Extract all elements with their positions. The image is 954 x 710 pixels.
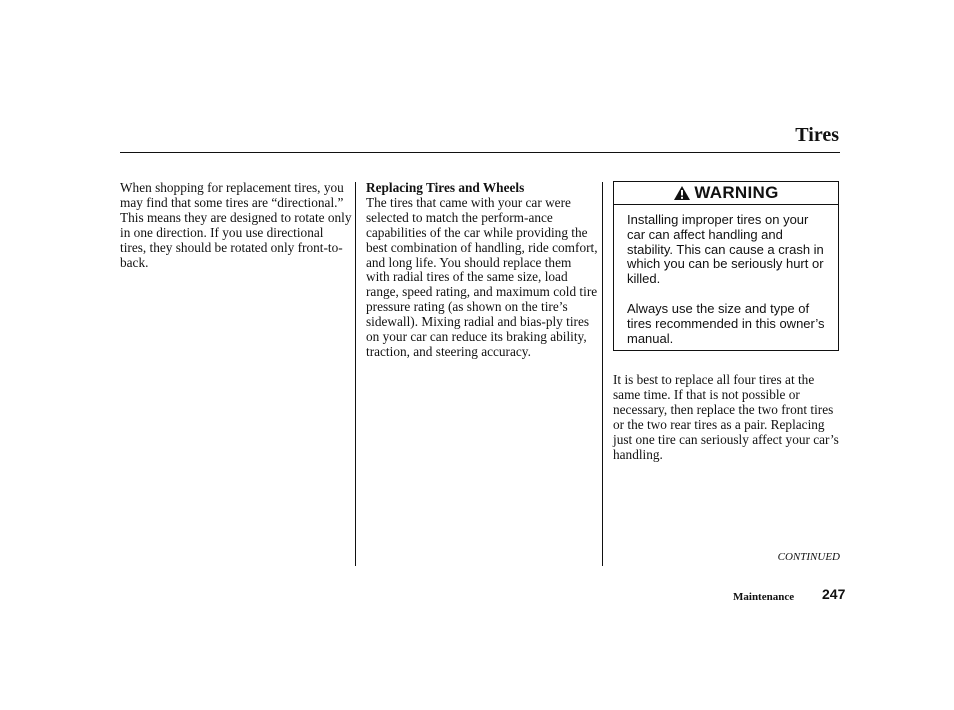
page-title: Tires bbox=[795, 124, 839, 146]
column-left bbox=[120, 181, 352, 270]
column-middle bbox=[366, 181, 598, 360]
column-divider-1 bbox=[355, 182, 356, 566]
continued-label: CONTINUED bbox=[777, 551, 840, 563]
replacing-tires-heading: Replacing Tires and Wheels bbox=[366, 180, 525, 195]
page-number: 247 bbox=[822, 586, 846, 602]
warning-label: WARNING bbox=[694, 183, 779, 202]
warning-header bbox=[614, 182, 838, 205]
directional-tires-paragraph: When shopping for replacement tires, you may find that some tires are “directional.” This means they are designed to rotate only in one direction. If you use directional tires, they should be rotated only front-to-back. bbox=[120, 180, 352, 270]
warning-paragraph-2: Always use the size and type of tires recommended in this owner’s manual. bbox=[627, 300, 825, 346]
replace-all-four-paragraph: It is best to replace all four tires at the same time. If that is not possible or necessary, then replace the two front tires or the two rear tires as a pair. Replacing just one tire can seriously affect your car’s handling. bbox=[613, 372, 839, 462]
warning-box bbox=[613, 181, 839, 351]
warning-paragraph-1: Installing improper tires on your car can affect handling and stability. This can cause a crash in which you can be seriously hurt or killed. bbox=[627, 212, 824, 287]
section-name: Maintenance bbox=[733, 591, 795, 603]
column-divider-2 bbox=[602, 182, 603, 566]
title-divider bbox=[120, 152, 840, 153]
warning-triangle-icon bbox=[673, 185, 691, 201]
column-right bbox=[613, 373, 843, 462]
replacing-tires-paragraph: The tires that came with your car were selected to match the perform-ance capabilities of the car while providing the best combination of handling, ride comfort, and long life. You should replace them with radial tires of the same size, load range, speed rating, and maximum cold tire pressure rating (as shown on the tire’s sidewall). Mixing radial and bias-ply tires on your car can reduce its braking ability, traction, and steering accuracy. bbox=[366, 194, 598, 359]
warning-body bbox=[614, 205, 838, 346]
